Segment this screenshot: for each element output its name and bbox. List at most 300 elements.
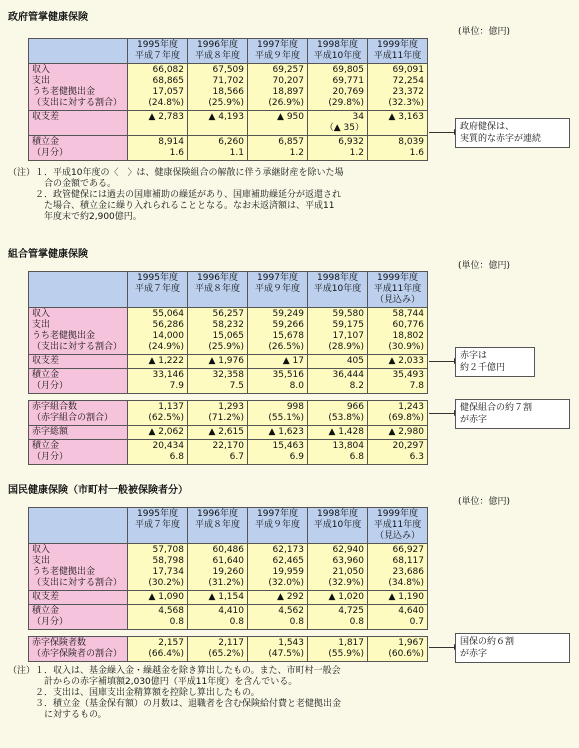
row-gap <box>29 630 428 637</box>
text-line: 赤字は <box>460 351 488 361</box>
text-line: （見込み） <box>374 295 420 305</box>
table-cell <box>188 64 248 111</box>
table-cell <box>308 64 368 111</box>
table-cell <box>368 605 428 630</box>
table-cell <box>128 136 188 161</box>
text-line: 69,257 <box>272 65 304 75</box>
text-line: 66,927 <box>392 545 424 555</box>
row-label <box>29 401 128 426</box>
table-cell <box>248 308 308 355</box>
text-line: 1.2 <box>289 148 304 158</box>
table-cell <box>248 111 308 136</box>
s2-body <box>29 272 428 465</box>
table-cell <box>128 355 188 369</box>
text-line: 1998年度 <box>317 40 358 50</box>
text-line: 収支差 <box>32 356 60 366</box>
table-cell <box>368 440 428 465</box>
text-line: 966 <box>346 402 364 412</box>
text-line: (32.0%) <box>268 578 304 588</box>
text-line: 69,091 <box>392 65 424 75</box>
text-line: ▲ 2,062 <box>148 427 184 437</box>
text-line: 72,254 <box>392 76 424 86</box>
table-row <box>29 637 428 662</box>
table-cell <box>128 111 188 136</box>
text-line: 年度末で約2,900億円。 <box>8 212 142 222</box>
row-label <box>29 544 128 591</box>
text-line: （支出に対する割合） <box>32 578 123 588</box>
section-title: 組合管掌健康保険 <box>8 249 88 260</box>
text-line: (25.9%) <box>208 342 244 352</box>
table-row <box>29 111 428 136</box>
arrow-icon <box>429 413 455 414</box>
table-cell <box>128 64 188 111</box>
table-cell <box>128 426 188 440</box>
text-line: 23,686 <box>392 567 424 577</box>
text-line: (66.4%) <box>148 649 184 659</box>
row-label <box>29 111 128 136</box>
table-cell <box>188 355 248 369</box>
text-line: ▲ 1,190 <box>388 592 424 602</box>
s1-callout <box>455 118 570 148</box>
text-line: （注）１．平成10年度の〈 〉は、健康保険組合の解散に伴う承継財産を除いた場 <box>8 168 344 178</box>
text-line: 1.1 <box>229 148 244 158</box>
text-line: 4,562 <box>278 606 304 616</box>
text-line: ３．積立金（基金保有額）の月数は、退職者を含む保険給付費と老健拠出金 <box>8 699 342 709</box>
text-line: (55.9%) <box>328 649 364 659</box>
column-header <box>128 39 188 64</box>
text-line: ▲ 1,154 <box>208 592 244 602</box>
text-line: 1996年度 <box>197 273 238 283</box>
text-line: 68,865 <box>152 76 184 86</box>
text-line: (69.8%) <box>388 413 424 423</box>
text-line: 21,050 <box>332 567 364 577</box>
text-line: 平成７年度 <box>134 51 180 61</box>
text-line: (29.8%) <box>328 98 364 108</box>
text-line: ▲ 1,428 <box>328 427 364 437</box>
text-line: 61,640 <box>212 556 244 566</box>
text-line: 4,725 <box>338 606 364 616</box>
text-line: 4,568 <box>158 606 184 616</box>
table-cell <box>308 637 368 662</box>
text-line: 1,543 <box>278 638 304 648</box>
text-line: 17,057 <box>152 87 184 97</box>
text-line: 平成10年度 <box>313 284 362 294</box>
text-line: 積立金 <box>32 137 60 147</box>
text-line: 国保の約６割 <box>460 637 515 647</box>
row-label <box>29 426 128 440</box>
text-line: 59,266 <box>272 320 304 330</box>
text-line: 14,000 <box>152 331 184 341</box>
table-row <box>29 369 428 394</box>
table-cell <box>188 111 248 136</box>
column-header <box>368 272 428 308</box>
text-line: 8.2 <box>349 381 364 391</box>
text-line: 平成９年度 <box>254 520 300 530</box>
text-line: (30.9%) <box>388 342 424 352</box>
text-line: 収入 <box>32 545 51 555</box>
row-label <box>29 605 128 630</box>
table-cell <box>188 605 248 630</box>
table-cell <box>368 369 428 394</box>
column-header <box>308 39 368 64</box>
text-line: (32.9%) <box>328 578 364 588</box>
text-line: 1,243 <box>398 402 424 412</box>
table-cell <box>368 308 428 355</box>
text-line: 32,358 <box>212 370 244 380</box>
text-line: 計からの赤字補填額2,030億円（平成11年度）を含んでいる。 <box>8 677 298 687</box>
text-line: 8.0 <box>289 381 304 391</box>
text-line: 18,802 <box>392 331 424 341</box>
table-row <box>29 64 428 111</box>
arrow-icon <box>429 132 455 133</box>
text-line: 1996年度 <box>197 40 238 50</box>
table-cell <box>248 544 308 591</box>
s3-body <box>29 508 428 662</box>
text-line: （月分） <box>32 617 69 627</box>
table-cell <box>188 369 248 394</box>
text-line: 1997年度 <box>257 40 298 50</box>
s3-table <box>28 507 428 662</box>
text-line: 赤字保険者数 <box>32 638 87 648</box>
text-line: ▲ 950 <box>277 112 304 122</box>
text-line: 66,082 <box>152 65 184 75</box>
text-line: 0.7 <box>409 617 424 627</box>
text-line: 1.6 <box>409 148 424 158</box>
text-line: ▲ 2,615 <box>208 427 244 437</box>
text-line: 7.8 <box>409 381 424 391</box>
text-line: 平成７年度 <box>134 284 180 294</box>
text-line: 1995年度 <box>137 273 178 283</box>
text-line: ▲ 4,193 <box>208 112 244 122</box>
s1-notes <box>8 168 343 223</box>
text-line: 6,932 <box>338 137 364 147</box>
text-line: 6,857 <box>278 137 304 147</box>
text-line: 平成11年度 <box>373 520 422 530</box>
table-cell <box>308 369 368 394</box>
text-line: 2,157 <box>158 638 184 648</box>
text-line: 4,640 <box>398 606 424 616</box>
s2-callout-1 <box>455 347 535 377</box>
table-cell <box>188 426 248 440</box>
column-header <box>368 39 428 64</box>
text-line: 23,372 <box>392 87 424 97</box>
table-cell <box>128 308 188 355</box>
text-line: 35,493 <box>392 370 424 380</box>
text-line: 0.8 <box>349 617 364 627</box>
header-row <box>29 39 428 64</box>
text-line: 62,940 <box>332 545 364 555</box>
text-line: （注）１．収入は、基金繰入金・繰越金を除き算出したもの。また、市町村一般会 <box>8 666 341 676</box>
column-header <box>248 508 308 544</box>
text-line: 平成８年度 <box>194 520 240 530</box>
table-cell <box>368 544 428 591</box>
text-line: 59,249 <box>272 309 304 319</box>
text-line: （支出に対する割合） <box>32 342 123 352</box>
table-cell <box>308 440 368 465</box>
text-line: 70,207 <box>272 76 304 86</box>
text-line: 62,173 <box>272 545 304 555</box>
header-row <box>29 272 428 308</box>
header-blank <box>29 272 128 308</box>
text-line: 6,260 <box>218 137 244 147</box>
text-line: 36,444 <box>332 370 364 380</box>
table-row <box>29 136 428 161</box>
table-cell <box>308 605 368 630</box>
text-line: うち老健拠出金 <box>32 331 96 341</box>
text-line: 57,708 <box>152 545 184 555</box>
text-line: が赤字 <box>460 415 488 425</box>
table-cell <box>368 136 428 161</box>
text-line: 71,702 <box>212 76 244 86</box>
text-line: 8,039 <box>398 137 424 147</box>
s3-callout <box>455 633 570 663</box>
text-line: ２．支出は、国庫支出金精算額を控除し算出したもの。 <box>8 688 260 698</box>
text-line: 政府健保は、 <box>460 122 515 132</box>
text-line: (26.9%) <box>268 98 304 108</box>
row-label <box>29 440 128 465</box>
table-cell <box>248 355 308 369</box>
table-row <box>29 401 428 426</box>
text-line: 56,286 <box>152 320 184 330</box>
column-header <box>128 272 188 308</box>
text-line: 1999年度 <box>377 509 418 519</box>
text-line: 6.3 <box>409 452 424 462</box>
text-line: 7.9 <box>169 381 184 391</box>
text-line: 健保組合の約７割 <box>460 403 533 413</box>
table-cell <box>368 401 428 426</box>
text-line: 1995年度 <box>137 509 178 519</box>
table-cell <box>248 136 308 161</box>
text-line: 20,434 <box>152 441 184 451</box>
text-line: (26.5%) <box>268 342 304 352</box>
text-line: 7.5 <box>229 381 244 391</box>
row-gap <box>29 394 428 401</box>
arrow-icon <box>429 647 455 648</box>
text-line: 8,914 <box>158 137 184 147</box>
table-cell <box>188 637 248 662</box>
text-line: (47.5%) <box>268 649 304 659</box>
text-line: 平成11年度 <box>373 284 422 294</box>
text-line: ▲ 1,976 <box>208 356 244 366</box>
text-line: 平成９年度 <box>254 51 300 61</box>
text-line: (24.9%) <box>148 342 184 352</box>
text-line: (60.6%) <box>388 649 424 659</box>
text-line: 20,297 <box>392 441 424 451</box>
text-line: 59,580 <box>332 309 364 319</box>
text-line: 63,960 <box>332 556 364 566</box>
text-line: (28.9%) <box>328 342 364 352</box>
text-line: 4,410 <box>218 606 244 616</box>
text-line: 1.2 <box>349 148 364 158</box>
text-line: 1998年度 <box>317 509 358 519</box>
text-line: 0.8 <box>169 617 184 627</box>
table-cell <box>128 369 188 394</box>
table-row <box>29 440 428 465</box>
text-line: (25.9%) <box>208 98 244 108</box>
s2-table <box>28 271 428 465</box>
text-line: に対するもの。 <box>8 710 107 720</box>
table-cell <box>128 401 188 426</box>
column-header <box>248 39 308 64</box>
text-line: 収入 <box>32 65 51 75</box>
table-cell <box>308 591 368 605</box>
table-row <box>29 591 428 605</box>
text-line: ２．政管健保には過去の国庫補助の繰延があり、国庫補助繰延分が返還され <box>8 190 342 200</box>
text-line: 1999年度 <box>377 40 418 50</box>
table-cell <box>308 308 368 355</box>
text-line: 22,170 <box>212 441 244 451</box>
row-label <box>29 355 128 369</box>
table-cell <box>188 440 248 465</box>
column-header <box>188 39 248 64</box>
text-line: 405 <box>346 356 364 366</box>
table-cell <box>188 136 248 161</box>
table-cell <box>128 544 188 591</box>
unit-label: (単位：億円) <box>458 497 511 507</box>
text-line: 平成10年度 <box>313 520 362 530</box>
row-label <box>29 308 128 355</box>
text-line: 58,232 <box>212 320 244 330</box>
text-line: 60,486 <box>212 545 244 555</box>
text-line: (24.8%) <box>148 98 184 108</box>
text-line: た場合、積立金に繰り入れられることとなる。なお未返済額は、平成11 <box>8 201 335 211</box>
table-cell <box>368 426 428 440</box>
text-line: 17,107 <box>332 331 364 341</box>
text-line: 60,776 <box>392 320 424 330</box>
section-title: 国民健康保険（市町村一般被保険者分） <box>8 485 188 496</box>
text-line: 6.7 <box>229 452 244 462</box>
text-line: 6.8 <box>169 452 184 462</box>
header-blank <box>29 508 128 544</box>
text-line: 18,897 <box>272 87 304 97</box>
text-line: ▲ 2,980 <box>388 427 424 437</box>
table-cell <box>308 136 368 161</box>
table-cell <box>128 440 188 465</box>
column-header <box>188 272 248 308</box>
text-line: 実質的な赤字が連続 <box>460 134 542 144</box>
unit-label: (単位：億円) <box>458 27 511 37</box>
text-line: 59,175 <box>332 320 364 330</box>
column-header <box>248 272 308 308</box>
column-header <box>308 272 368 308</box>
text-line: 1996年度 <box>197 509 238 519</box>
text-line: (34.8%) <box>388 578 424 588</box>
text-line: ▲ 2,033 <box>388 356 424 366</box>
table-cell <box>188 308 248 355</box>
text-line: 20,769 <box>332 87 364 97</box>
table-cell <box>248 605 308 630</box>
text-line: 13,804 <box>332 441 364 451</box>
table-cell <box>248 426 308 440</box>
header-blank <box>29 39 128 64</box>
table-cell <box>308 401 368 426</box>
text-line: 998 <box>286 402 304 412</box>
text-line: （見込み） <box>374 531 420 541</box>
text-line: 支出 <box>32 556 51 566</box>
text-line: 17,734 <box>152 567 184 577</box>
table-row <box>29 426 428 440</box>
table-cell <box>248 440 308 465</box>
table-cell <box>368 64 428 111</box>
text-line: 69,771 <box>332 76 364 86</box>
row-label <box>29 591 128 605</box>
text-line: 15,678 <box>272 331 304 341</box>
table-cell <box>308 544 368 591</box>
text-line: 支出 <box>32 76 51 86</box>
text-line: 0.8 <box>229 617 244 627</box>
table-cell <box>248 637 308 662</box>
text-line: ▲ 1,090 <box>148 592 184 602</box>
s1-table <box>28 38 428 161</box>
text-line: 合の金額である。 <box>8 179 117 189</box>
header-row <box>29 508 428 544</box>
text-line: ▲ 1,020 <box>328 592 364 602</box>
text-line: 1,967 <box>398 638 424 648</box>
text-line: 1997年度 <box>257 509 298 519</box>
text-line: 56,257 <box>212 309 244 319</box>
text-line: 6.8 <box>349 452 364 462</box>
text-line: ▲ 1,623 <box>268 427 304 437</box>
text-line: うち老健拠出金 <box>32 567 96 577</box>
table-cell <box>188 401 248 426</box>
text-line: ▲ 292 <box>277 592 304 602</box>
text-line: ▲ 3,163 <box>388 112 424 122</box>
text-line: 35,516 <box>272 370 304 380</box>
table-cell <box>248 64 308 111</box>
text-line: 平成７年度 <box>134 520 180 530</box>
column-header <box>368 508 428 544</box>
table-row <box>29 544 428 591</box>
text-line: 68,117 <box>392 556 424 566</box>
column-header <box>128 508 188 544</box>
text-line: ▲ 2,783 <box>148 112 184 122</box>
table-cell <box>308 111 368 136</box>
unit-label: (単位：億円) <box>458 261 511 271</box>
text-line: 平成９年度 <box>254 284 300 294</box>
table-cell <box>368 591 428 605</box>
text-line: (31.2%) <box>208 578 244 588</box>
text-line: （支出に対する割合） <box>32 98 123 108</box>
row-label <box>29 369 128 394</box>
text-line: 34 <box>352 112 364 122</box>
text-line: 平成11年度 <box>373 51 422 61</box>
text-line: 1998年度 <box>317 273 358 283</box>
text-line: 69,805 <box>332 65 364 75</box>
text-line: 18,566 <box>212 87 244 97</box>
table-cell <box>308 426 368 440</box>
text-line: 収支差 <box>32 592 60 602</box>
text-line: （月分） <box>32 148 69 158</box>
text-line: 赤字組合数 <box>32 402 78 412</box>
text-line: (30.2%) <box>148 578 184 588</box>
row-label <box>29 136 128 161</box>
text-line: 収入 <box>32 309 51 319</box>
table-row <box>29 355 428 369</box>
text-line: 15,463 <box>272 441 304 451</box>
text-line: 積立金 <box>32 606 60 616</box>
text-line: 0.8 <box>289 617 304 627</box>
arrow-icon <box>429 361 455 362</box>
s1-body <box>29 39 428 161</box>
text-line: 55,064 <box>152 309 184 319</box>
text-line: 平成10年度 <box>313 51 362 61</box>
text-line: （月分） <box>32 381 69 391</box>
table-cell <box>308 355 368 369</box>
text-line: 積立金 <box>32 441 60 451</box>
text-line: 赤字総額 <box>32 427 69 437</box>
text-line: (62.5%) <box>148 413 184 423</box>
column-header <box>308 508 368 544</box>
